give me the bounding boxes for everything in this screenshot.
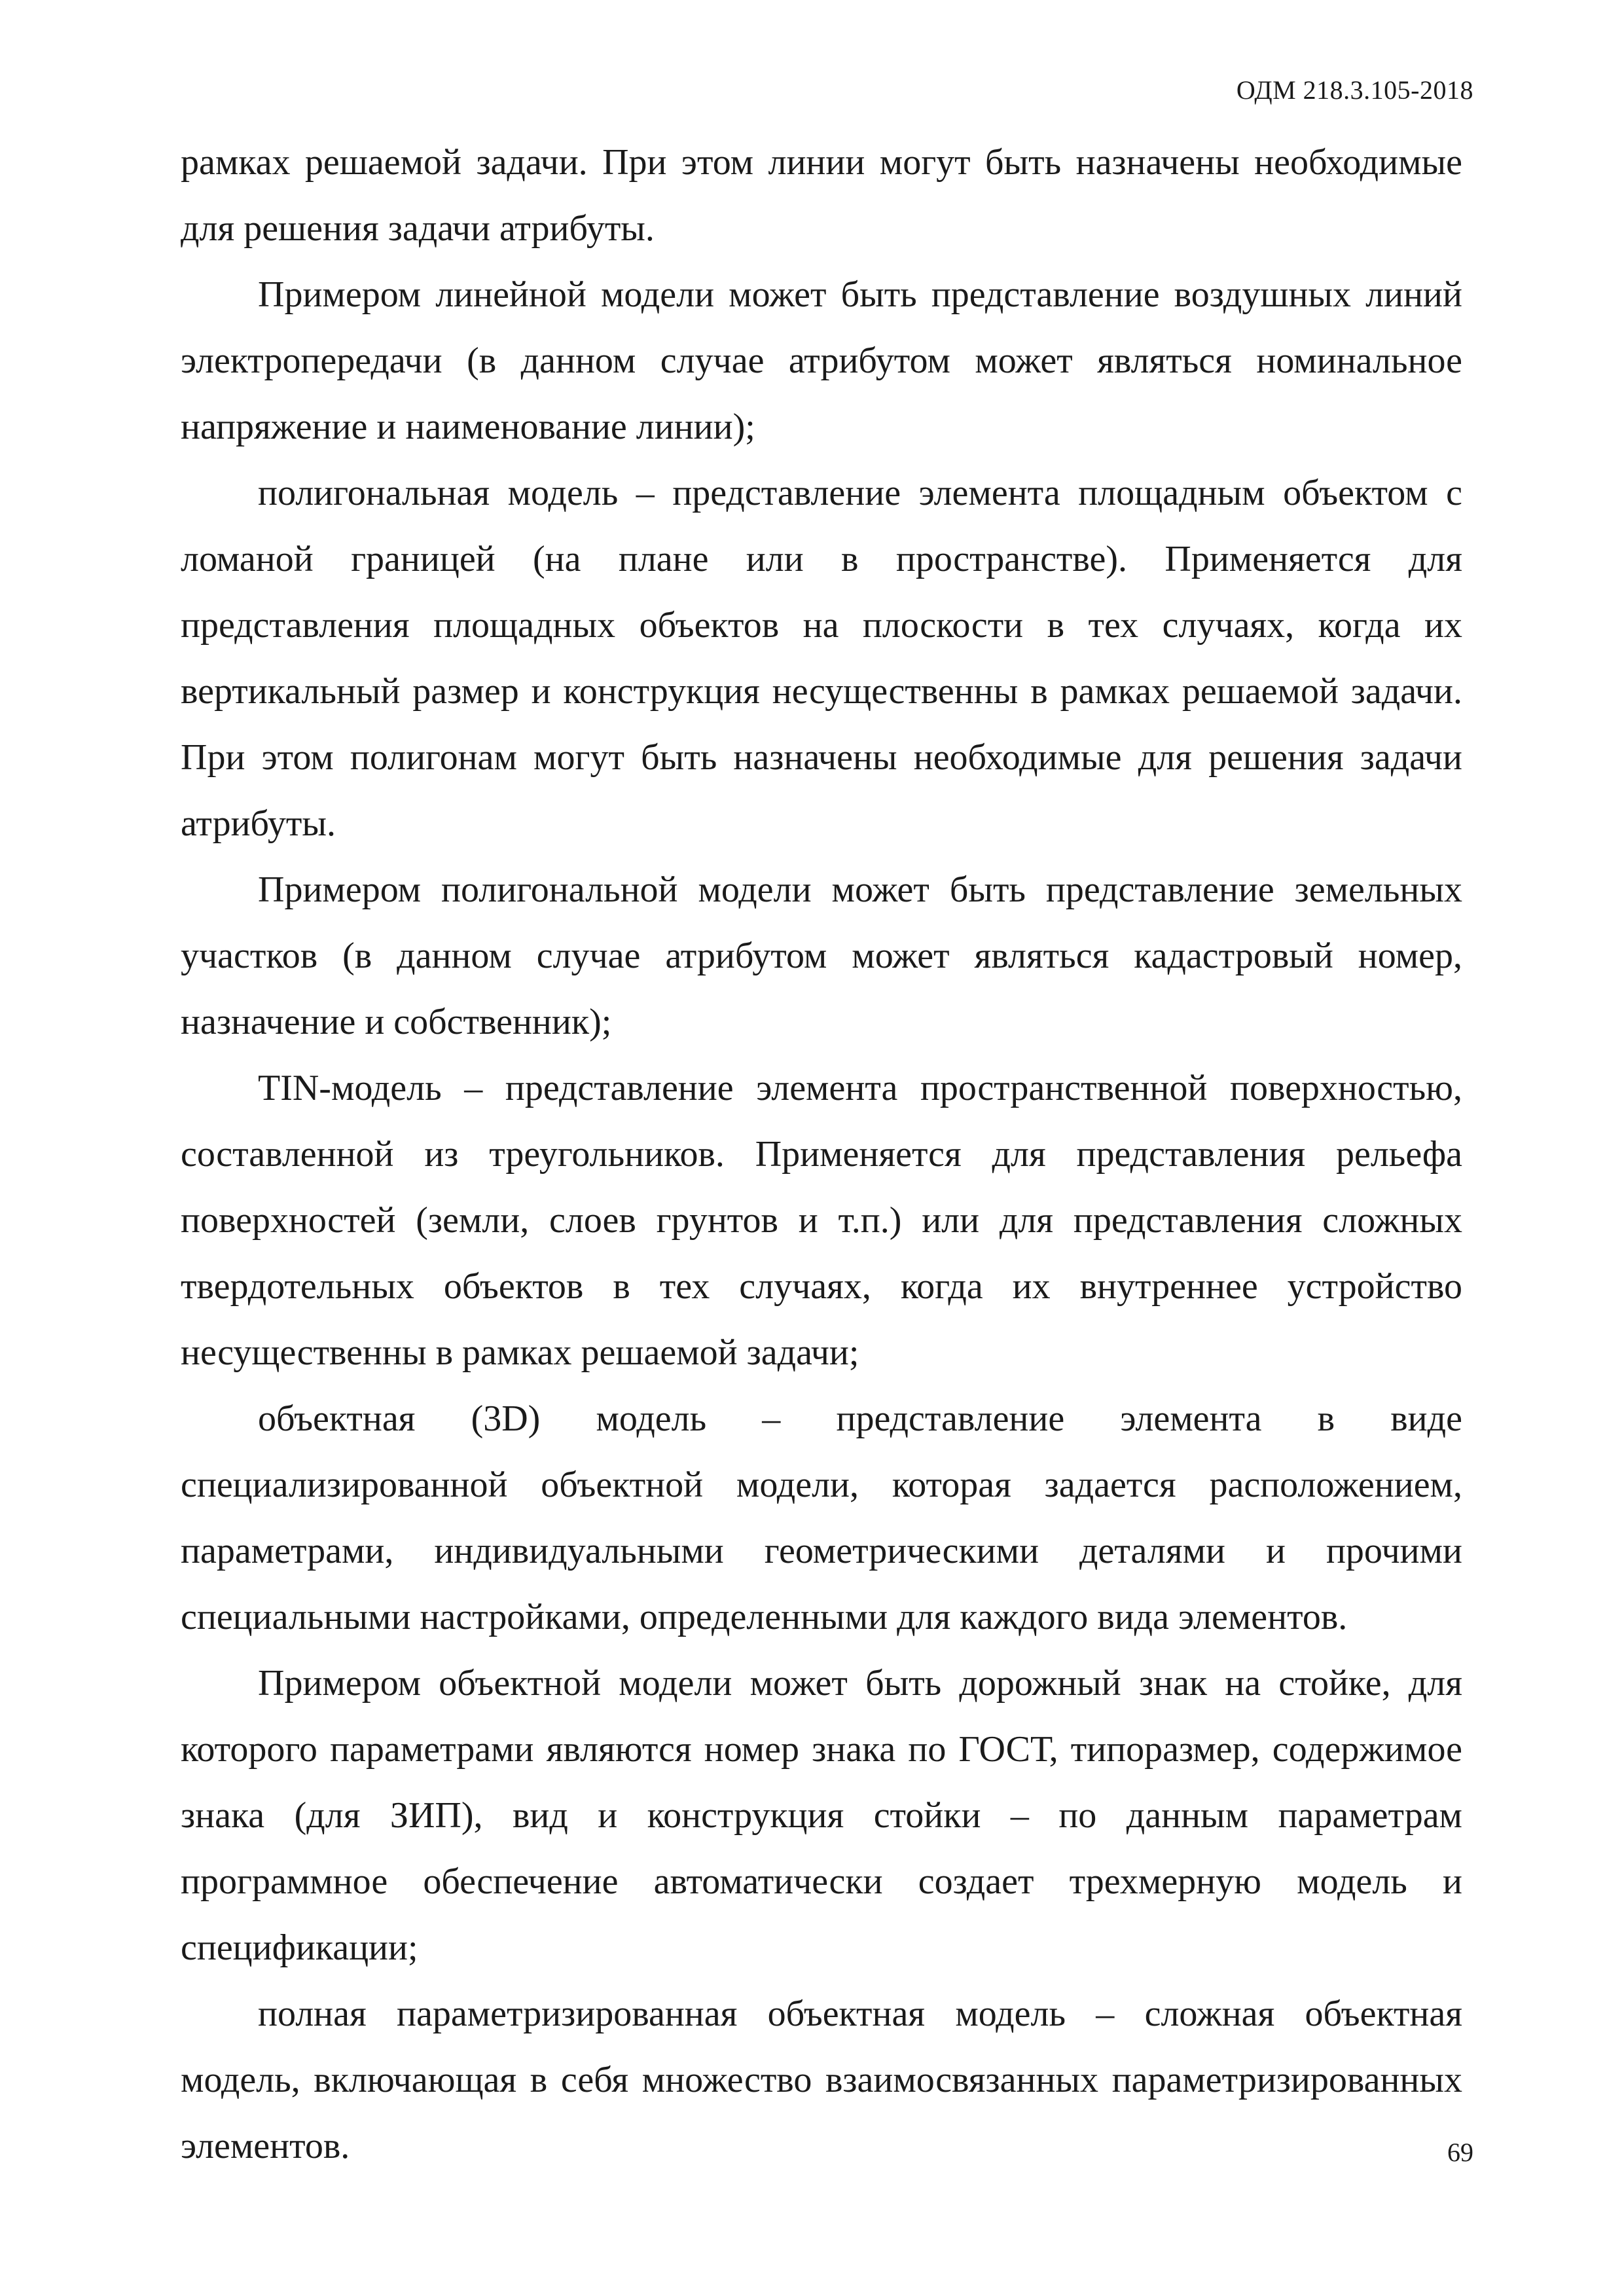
paragraph-polygonal-model-example: Примером полигональной модели может быть представление земельных участков (в данном случае атрибутом может являться кадастровый номер, назначение и собственник);: [181, 869, 1462, 1042]
paragraph-continuation: рамках решаемой задачи. При этом линии могут быть назначены необходимые для решения задачи атрибуты.: [181, 142, 1462, 249]
page-number: 69: [1447, 2138, 1473, 2167]
paragraph-full-parametrized-model: полная параметризированная объектная модель – сложная объектная модель, включающая в себя множество взаимосвязанных параметризированных элементов.: [181, 1994, 1462, 2166]
document-code-header: ОДМ 218.3.105-2018: [1236, 75, 1473, 105]
document-body: [181, 130, 1462, 2179]
paragraph-polygonal-model: полигональная модель – представление элемента площадным объектом с ломаной границей (на плане или в пространстве). Применяется для представления площадных объектов на плоскости в тех случаях, когда их вертикальный размер и конструкция несущественны в рамках решаемой задачи. При этом полигонам могут быть назначены необходимые для решения задачи атрибуты.: [181, 473, 1462, 844]
paragraph-object-model-example: Примером объектной модели может быть дорожный знак на стойке, для которого параметрами являются номер знака по ГОСТ, типоразмер, содержимое знака (для ЗИП), вид и конструкция стойки – по данным параметрам программное обеспечение автоматически создает трехмерную модель и спецификации;: [181, 1663, 1462, 1968]
paragraph-object-3d-model: объектная (3D) модель – представление элемента в виде специализированной объектной модели, которая задается расположением, параметрами, индивидуальными геометрическими деталями и прочими специальными настройками, определенными для каждого вида элементов.: [181, 1398, 1462, 1637]
paragraph-linear-model-example: Примером линейной модели может быть представление воздушных линий электропередачи (в данном случае атрибутом может являться номинальное напряжение и наименование линии);: [181, 274, 1462, 447]
paragraph-tin-model: TIN-модель – представление элемента пространственной поверхностью, составленной из треугольников. Применяется для представления рельефа поверхностей (земли, слоев грунтов и т.п.) или для представления сложных твердотельных объектов в тех случаях, когда их внутреннее устройство несущественны в рамках решаемой задачи;: [181, 1068, 1462, 1373]
